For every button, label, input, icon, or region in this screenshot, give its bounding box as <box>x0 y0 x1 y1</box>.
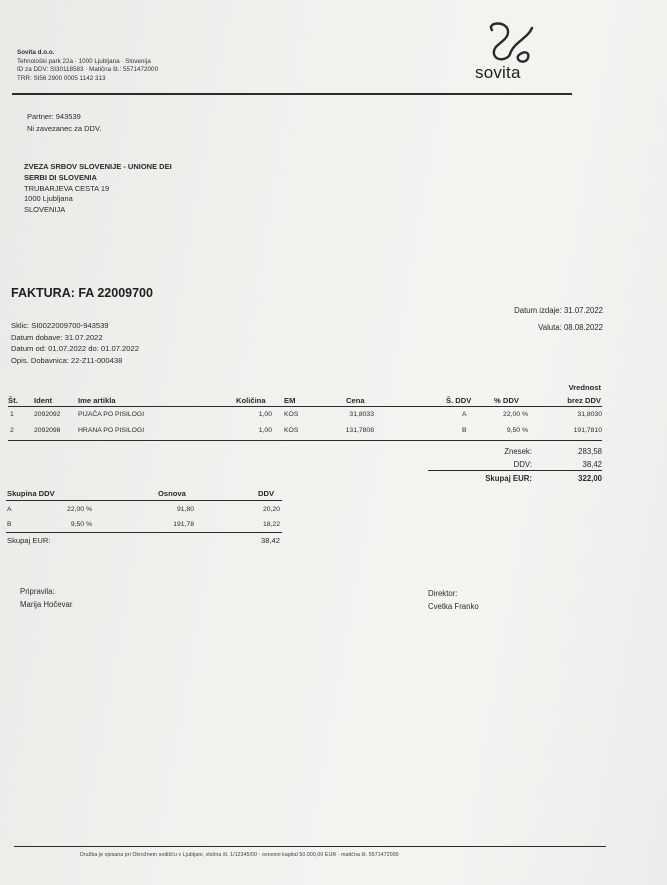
invoice-dates <box>514 302 603 336</box>
sum-label: Znesek: <box>504 447 532 456</box>
partner-vat-note: Ni zavezanec za DDV. <box>27 124 102 133</box>
vat-label: DDV: <box>513 460 532 469</box>
col-header-qty: Količina <box>236 396 266 405</box>
payment-reference: Sklic: SI0022009700-943539 <box>11 321 109 330</box>
director-name: Cvetka Franko <box>428 601 479 611</box>
sum-value: 283,58 <box>578 447 602 456</box>
row-vat-pct: 22,00 % <box>503 411 528 418</box>
recipient-city: 1000 Ljubljana <box>24 194 73 204</box>
row-qty: 1,00 <box>258 427 272 434</box>
vat-header-rule <box>6 500 282 501</box>
period-dates: Datum od: 01.07.2022 do: 01.07.2022 <box>11 344 139 354</box>
partner-info <box>27 111 101 135</box>
company-trr: TRR: SI56 2900 0005 1142 313 <box>17 74 106 82</box>
vat-row-vat: 20,20 <box>262 506 280 513</box>
col-header-vat-code: Š. DDV <box>446 396 472 405</box>
vat-row-pct: 9,50 % <box>70 521 92 528</box>
logo-text: sovita <box>475 63 521 82</box>
col-header-price: Cena <box>346 396 365 405</box>
company-header <box>17 49 158 83</box>
row-unit: KOS <box>284 411 299 418</box>
row-price: 31,8033 <box>349 411 374 418</box>
recipient-address <box>24 162 172 216</box>
delivery-date: Datum dobave: 31.07.2022 <box>11 332 103 342</box>
partner-id: Partner: 943539 <box>27 112 81 121</box>
total-label: Skupaj EUR: <box>485 474 532 483</box>
row-price: 131,7808 <box>345 427 374 434</box>
vat-header-group: Skupina DDV <box>7 489 55 498</box>
row-ident: 2092092 <box>34 411 61 418</box>
items-bottom-rule <box>8 440 602 441</box>
header-divider <box>12 93 572 95</box>
vat-row-pct: 22,00 % <box>67 506 92 513</box>
invoice-title: FAKTURA: FA 22009700 <box>11 286 153 300</box>
vat-row-vat: 18,22 <box>262 521 280 528</box>
row-vat-code: B <box>462 427 467 434</box>
row-unit: KOS <box>284 427 299 434</box>
totals-rule <box>428 470 602 471</box>
prepared-by <box>20 586 72 611</box>
row-ident: 2092098 <box>34 427 61 434</box>
col-header-ident: Ident <box>34 396 53 405</box>
company-address: Tehnološki park 22a · 1000 Ljubljana · Slovenija <box>17 57 151 65</box>
vat-total-value: 38,42 <box>260 536 280 545</box>
col-header-vat-pct: % DDV <box>494 396 519 405</box>
col-header-net-1: Vrednost <box>568 383 601 392</box>
row-net: 191,7810 <box>573 427 602 434</box>
valuta-date: Valuta: 08.08.2022 <box>538 323 603 332</box>
vat-header-vat: DDV <box>258 489 275 498</box>
recipient-country: SLOVENIJA <box>24 205 66 215</box>
col-header-net-2: brez DDV <box>567 396 601 405</box>
vat-row-code: B <box>7 521 12 528</box>
recipient-street: TRUBARJEVA CESTA 19 <box>24 183 110 193</box>
vat-row-base: 191,78 <box>173 521 194 528</box>
vat-row-code: A <box>7 506 12 513</box>
prepared-label: Pripravila: <box>20 587 55 596</box>
row-qty: 1,00 <box>258 411 272 418</box>
invoice-meta <box>11 320 139 366</box>
col-header-no: Št. <box>8 396 18 405</box>
footer-rule <box>14 846 606 847</box>
vat-bottom-rule <box>6 532 282 533</box>
row-vat-code: A <box>462 411 467 418</box>
row-name: PIJAČA PO PISILOGI <box>78 411 145 418</box>
vat-row-base: 91,80 <box>176 506 194 513</box>
director <box>428 588 479 613</box>
vat-header-base: Osnova <box>158 489 186 498</box>
row-vat-pct: 9,50 % <box>506 427 528 434</box>
row-no: 1 <box>10 411 14 418</box>
director-label: Direktor: <box>428 589 458 598</box>
company-vat: ID za DDV: SI30118583 · Matična št.: 5571472000 <box>17 66 159 74</box>
recipient-name-2: SERBI DI SLOVENIA <box>24 172 97 182</box>
row-no: 2 <box>10 427 14 434</box>
footer-legal-text: Družba je vpisana pri Okrožnem sodišču v Ljubljani, vložna št. 1/12345/00 · osnovni kapital 50.000,00 EUR · matična št. 5571472000 <box>80 852 399 858</box>
row-net: 31,8030 <box>577 411 602 418</box>
col-header-unit: EM <box>284 396 296 405</box>
vat-value: 38,42 <box>582 460 602 469</box>
total-value: 322,00 <box>578 474 602 483</box>
delivery-note: Opis. Dobavnica: 22-Z11-000438 <box>11 355 123 365</box>
items-header-rule <box>8 406 602 407</box>
recipient-name-1: ZVEZA SRBOV SLOVENIJE - UNIONE DEI <box>24 162 172 171</box>
vat-total-label: Skupaj EUR: <box>7 536 51 545</box>
col-header-name: Ime artikla <box>78 396 116 405</box>
company-name: Sovita d.o.o. <box>17 49 55 56</box>
prepared-name: Marija Hočevar <box>20 599 73 609</box>
row-name: HRANA PO PISILOGI <box>78 427 145 434</box>
issue-date: Datum izdaje: 31.07.2022 <box>514 306 603 315</box>
